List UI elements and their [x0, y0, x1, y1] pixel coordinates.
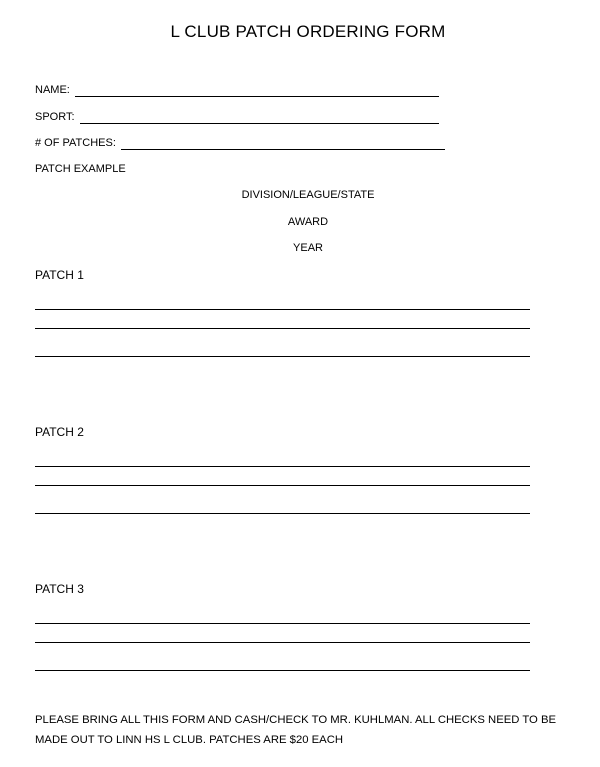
example-division-league-state: DIVISION/LEAGUE/STATE — [241, 189, 375, 201]
patch-2-line-2[interactable] — [35, 485, 530, 486]
patch-2-line-1[interactable] — [35, 466, 530, 467]
patch-3-label: PATCH 3 — [35, 582, 84, 596]
name-label: NAME: — [35, 84, 70, 96]
patch-1-label: PATCH 1 — [35, 268, 84, 282]
form-title: L CLUB PATCH ORDERING FORM — [170, 22, 446, 41]
example-year: YEAR — [293, 242, 323, 254]
example-award: AWARD — [287, 216, 329, 228]
payment-instructions-line-1: PLEASE BRING ALL THIS FORM AND CASH/CHECK TO MR. KUHLMAN. ALL CHECKS NEED TO BE — [35, 714, 557, 726]
patch-2-line-3[interactable] — [35, 513, 530, 514]
patches-count-field-row — [35, 136, 445, 150]
patch-1-line-2[interactable] — [35, 328, 530, 329]
patch-1-line-3[interactable] — [35, 356, 530, 357]
payment-instructions-line-2: MADE OUT TO LINN HS L CLUB. PATCHES ARE $20 EACH — [35, 734, 344, 746]
payment-instructions — [35, 710, 580, 750]
patches-count-blank-line[interactable] — [121, 138, 445, 150]
patches-count-label: # OF PATCHES: — [35, 137, 116, 149]
patch-1-line-1[interactable] — [35, 309, 530, 310]
patch-2-label: PATCH 2 — [35, 425, 84, 439]
name-field-row — [35, 83, 439, 97]
patch-3-line-2[interactable] — [35, 642, 530, 643]
patch-3-line-3[interactable] — [35, 670, 530, 671]
patch-example-heading: PATCH EXAMPLE — [35, 163, 126, 175]
sport-field-row — [35, 110, 439, 124]
name-blank-line[interactable] — [75, 85, 439, 97]
sport-blank-line[interactable] — [80, 112, 439, 124]
sport-label: SPORT: — [35, 111, 75, 123]
patch-3-line-1[interactable] — [35, 623, 530, 624]
